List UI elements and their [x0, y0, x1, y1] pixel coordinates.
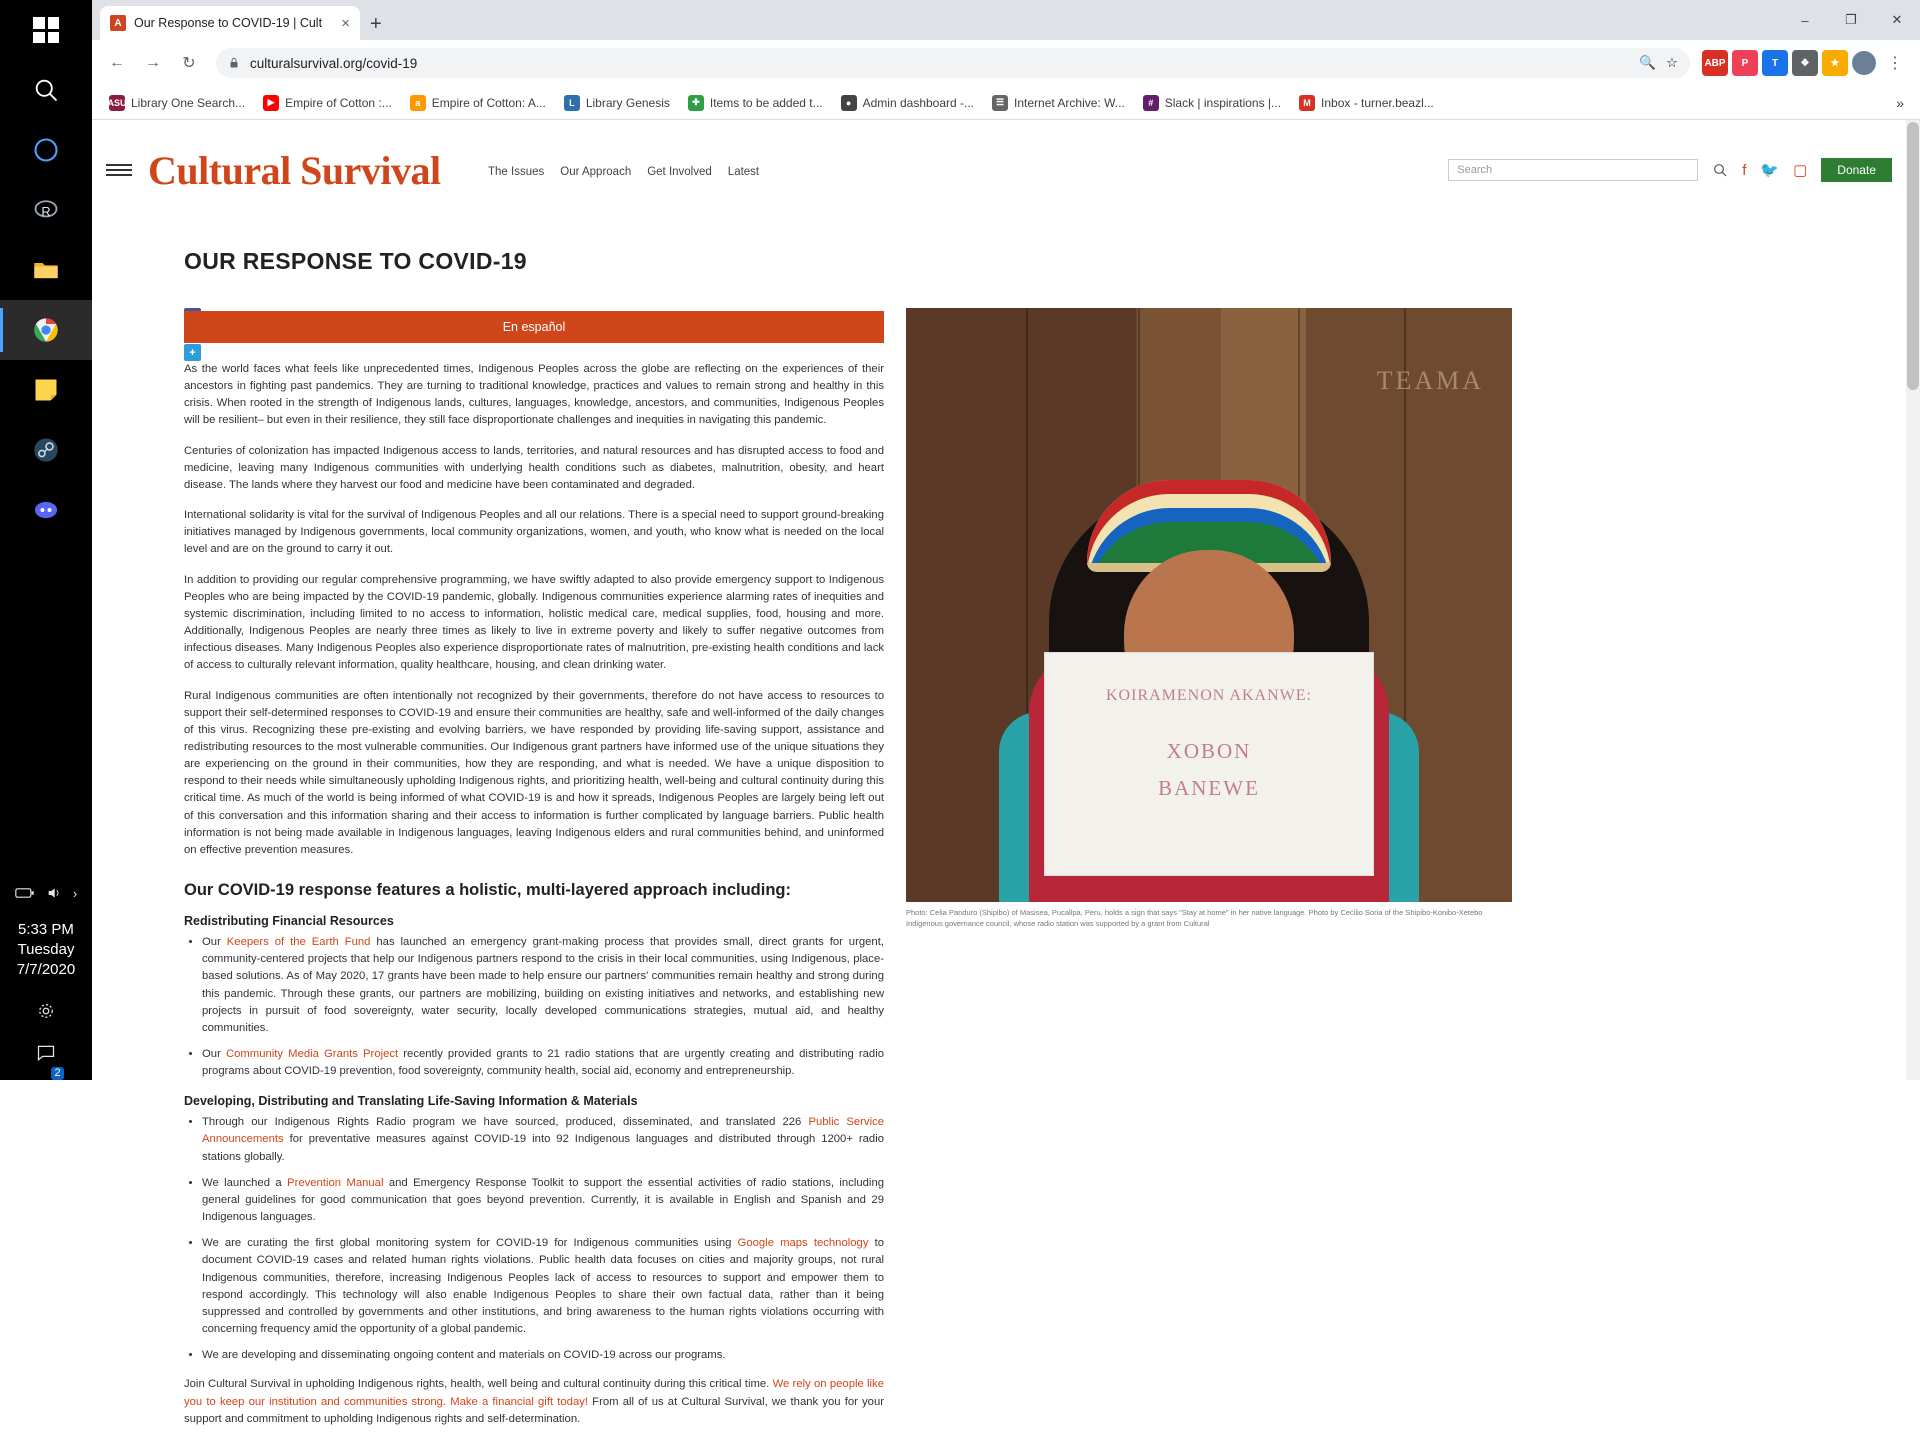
close-button[interactable]: ✕	[1891, 12, 1903, 27]
list-item	[202, 934, 884, 1037]
paragraph: Rural Indigenous communities are often intentionally not recognized by their governments, therefore do not have access to resources to support their self-determined responses to COVID-19 and ensure their communities are healthy, safe and well-informed of the daily changes of this virus. Recognizing these pre-existing and evolving barriers, we have responded by providing life-saving support, assistance and redistributing resources to the most vulnerable communities. Our Indigenous grant partners have informed use of the unique situations they are experiencing on the ground in their communities, how they are responding, and what is needed. We have a unique disposition to respond to their needs while simultaneously upholding Indigenous rights, and prioritizing health, well-being and cultural continuity during this critical time. As much of the world is being informed of what COVID-19 is and how it spreads, Indigenous Peoples are largely being left out of this conversation and this information sharing and their access to information is further complicated by language barriers. Public health information is not being made available in Indigenous languages, leaving Indigenous elders and rural communities behind, and uninformed on effective prevention measures.	[184, 689, 884, 856]
page-viewport	[92, 120, 1920, 1425]
bullet-list-financial	[184, 934, 884, 1080]
photo-sign	[1044, 652, 1374, 876]
back-button[interactable]: ←	[109, 54, 125, 71]
tab-close-icon[interactable]: ×	[341, 14, 350, 32]
subheading-information: Developing, Distributing and Translating Life-Saving Information & Materials	[184, 1094, 638, 1109]
window-controls	[1782, 0, 1920, 40]
list-item	[202, 1175, 884, 1226]
subheading-financial: Redistributing Financial Resources	[184, 914, 394, 929]
main-nav	[488, 162, 759, 178]
start-button[interactable]	[0, 0, 92, 60]
clock-date: 7/7/2020	[16, 961, 76, 978]
sign-line-3: BANEWE	[1158, 776, 1260, 800]
sign-line-1: KOIRAMENON AKANWE:	[1106, 687, 1312, 704]
donate-button[interactable]: Donate	[1821, 158, 1892, 182]
bookmark-label: Inbox - turner.beazl...	[1321, 95, 1434, 110]
address-bar[interactable]	[216, 48, 1690, 78]
minimize-button[interactable]: –	[1801, 12, 1809, 28]
photo-wall-text: TEAMA	[1376, 366, 1484, 395]
photo-column	[906, 212, 1518, 1439]
share-rail	[92, 212, 196, 1439]
taskbar-search[interactable]	[0, 60, 92, 120]
bookmark-item[interactable]	[557, 92, 677, 114]
bookmark-item[interactable]	[256, 92, 399, 114]
list-item-pre: Through our Indigenous Rights Radio program we have sourced, produced, disseminated, and translated 226	[202, 1116, 809, 1129]
volume-icon	[45, 885, 63, 901]
list-item-pre: We are curating the first global monitoring system for COVID-19 for Indigenous communities using	[202, 1237, 738, 1250]
bookmark-label: Internet Archive: W...	[1014, 95, 1125, 110]
bookmarks-bar	[92, 86, 1920, 120]
site-search-input[interactable]	[1448, 159, 1698, 181]
toolbar-extensions	[1702, 48, 1910, 78]
nav-item-the-issues[interactable]: The Issues	[488, 166, 545, 178]
link-community-media-grants-project[interactable]: Community Media Grants Project	[225, 1048, 399, 1060]
bookmark-label: Library One Search...	[131, 95, 246, 110]
new-tab-button[interactable]: +	[370, 13, 382, 35]
bookmark-favicon: ●	[841, 95, 857, 111]
facebook-icon[interactable]: f	[1742, 161, 1747, 179]
paragraph: As the world faces what feels like unprecedented times, Indigenous Peoples across the globe are reflecting on the experiences of their ancestors in fighting past pandemics. They are turning to traditional knowledge, practices and values to remain strong and healthy in this crisis. When rooted in the strength of Indigenous lands, cultures, languages, knowledge, ancestors, and communities, Indigenous Peoples will be resilient– but even in their resilience, they still face disproportionate challenges and inequities in navigating this pandemic.	[184, 363, 884, 427]
list-item-pre: Our	[202, 936, 227, 949]
list-item-post: has launched an emergency grant-making process that provides small, direct grants for urgent, community-centered projects that help our Indigenous partners respond to the crisis in their local communities, using Indigenous, place-based solutions. As of May 2020, 17 grants have been made to help ensure our partners' communities remain healthy and strong during this pandemic. Through these grants, our partners are mobilizing, building on existing initiatives and networks, and establishing new projects in pursuit of food sovereignty, water security, locally developed communications strategies, mutual aid, and healthy communities.	[202, 936, 884, 1034]
bookmark-item[interactable]	[102, 92, 252, 114]
page-scrollbar[interactable]	[1906, 120, 1920, 1080]
chevron-right-icon[interactable]: ›	[72, 885, 78, 901]
list-item-post: to document COVID-19 cases and related human rights violations. Public health data focuses on cities and majority groups, not rural Indigenous communities, therefore, increasing Indigenous Peoples lack of access to resources to support and empower them to respond accordingly. This technology will also enable Indigenous Peoples to share their own factual data, rather than it being suppressed and controlled by governments and other institutions, and bring awareness to the human rights violations occurring with concerning frequency amid the opportunity of a global pandemic.	[202, 1237, 885, 1336]
article-column	[184, 212, 884, 1439]
adblock-extension-icon[interactable]: ABP	[1702, 50, 1728, 76]
menu-icon[interactable]	[106, 164, 132, 176]
zoom-icon[interactable]: 🔍	[1639, 55, 1656, 70]
link-prevention-manual[interactable]: Prevention Manual	[287, 1176, 384, 1189]
windows-logo-icon	[33, 17, 59, 43]
pocket-extension-icon[interactable]: P	[1732, 50, 1758, 76]
bookmark-item[interactable]	[1292, 92, 1441, 114]
maximize-button[interactable]: ❐	[1845, 12, 1857, 27]
site-header	[92, 120, 1920, 212]
gear-icon	[36, 1001, 56, 1021]
browser-tab[interactable]	[100, 6, 360, 40]
tab-strip	[92, 0, 1920, 40]
clock-time: 5:33 PM	[18, 921, 74, 938]
extensions-puzzle-icon[interactable]: ❖	[1792, 50, 1818, 76]
svg-text:R: R	[41, 203, 51, 219]
sign-line-2: XOBON	[1166, 739, 1252, 763]
search-icon	[32, 76, 60, 104]
reload-button[interactable]: ↻	[182, 55, 196, 72]
taskbar-app-r[interactable]	[0, 180, 92, 240]
profile-avatar[interactable]	[1852, 51, 1876, 75]
taskbar-file-explorer[interactable]	[0, 240, 92, 300]
browser-window	[92, 0, 1920, 1425]
bookmark-item[interactable]	[1136, 92, 1288, 114]
tab-favicon: A	[110, 15, 126, 31]
link-google-maps-technology[interactable]: Google maps technology	[737, 1237, 869, 1250]
bookmark-favicon: M	[1299, 95, 1315, 111]
list-item	[202, 1235, 884, 1338]
bookmark-favicon: #	[1143, 95, 1159, 111]
closing-post: From all of us at Cultural Survival, we thank you for your support and commitment to upholding Indigenous rights and self-determination.	[184, 1395, 885, 1425]
link-make-a-financial-gift[interactable]: We rely on people like you to keep our institution and communities strong. Make a financial gift today!	[184, 1378, 884, 1408]
nav-item-our-approach[interactable]: Our Approach	[560, 166, 632, 178]
site-search-placeholder: Search	[1457, 164, 1493, 176]
folder-icon	[32, 256, 60, 284]
link-public-service-announcements[interactable]: Public Service Announcements	[202, 1116, 885, 1146]
list-item-pre: We launched a	[202, 1176, 288, 1189]
taskbar-chrome[interactable]	[0, 300, 92, 360]
taskbar-steam[interactable]	[0, 420, 92, 480]
notification-count: 2	[51, 1067, 64, 1080]
taskbar-clock[interactable]	[17, 914, 75, 990]
bookmark-label: Items to be added t...	[709, 95, 823, 110]
photo-caption: Photo: Celia Panduro (Shipibo) of Masisea, Pucallpa, Peru, holds a sign that says "Stay at home" in her native language. Photo by Cecilio Soria of the Shipibo-Konibo-Xetebo Indigenous governance council, whose radio station was supported by a grant from Cultural	[906, 908, 1483, 928]
bookmark-item[interactable]	[834, 92, 981, 114]
site-logo-text: Cultural Survival	[148, 147, 441, 193]
link-keepers-of-the-earth-fund[interactable]: Keepers of the Earth Fund	[226, 936, 371, 949]
page-title: OUR RESPONSE TO COVID-19	[184, 248, 527, 274]
system-tray	[0, 872, 92, 1080]
settings-gear[interactable]	[36, 990, 56, 1032]
list-item-post: recently provided grants to 21 radio stations that are urgently creating and distributing radio programs about COVID-19 prevention, food sovereignty, community health, social aid, economy and entrepreneurship.	[202, 1048, 884, 1078]
taskbar-discord[interactable]	[0, 480, 92, 540]
bookmark-item[interactable]	[985, 92, 1132, 114]
taskbar	[0, 0, 92, 1080]
page-content	[92, 212, 1920, 1439]
star-extension-icon[interactable]: ★	[1822, 50, 1848, 76]
paragraph: International solidarity is vital for the survival of Indigenous Peoples and all our relations. There is a special need to support ground-breaking initiatives managed by Indigenous governments, local community organizations, women, and youth, who know what is needed on the local level and are on the ground to carry it out.	[184, 509, 884, 556]
bookmarks-overflow-button[interactable]: »	[1896, 94, 1904, 111]
bookmark-item[interactable]	[403, 92, 553, 114]
closing-paragraph	[184, 1376, 884, 1427]
paragraph: In addition to providing our regular comprehensive programming, we have swiftly adapted to also provide emergency support to Indigenous Peoples who are being impacted by the COVID-19 pandemic, globally. Indigenous communities experience alarming rates of inequities and systemic discrimination, including limited to no access to information, holistic medical care, medical supplies, food, housing and more. Additionally, Indigenous Peoples are nearly three times as likely to live in extreme poverty and likely to suffer negative outcomes from infectious diseases. Many Indigenous Peoples also experience disproportionate rates of malnutrition, pre-existing health conditions and lack of access to culturally relevant information, quality healthcare, housing, and clean drinking water.	[184, 573, 884, 672]
list-item	[202, 1046, 884, 1080]
chrome-menu-button[interactable]: ⋮	[1887, 55, 1903, 72]
list-item	[202, 1347, 884, 1364]
closing-pre: Join Cultural Survival in upholding Indigenous rights, health, well being and cultural continuity during this critical time.	[184, 1378, 773, 1391]
taskbar-app-compass[interactable]	[0, 120, 92, 180]
bookmark-label: Admin dashboard -...	[862, 95, 975, 110]
bookmark-favicon: ☰	[992, 95, 1008, 111]
bookmark-favicon: ▶	[263, 95, 279, 111]
note-icon	[32, 376, 60, 404]
bookmark-star-icon[interactable]: ☆	[1665, 55, 1678, 70]
chrome-icon	[32, 316, 60, 344]
header-right	[1448, 158, 1902, 182]
chat-icon	[36, 1043, 56, 1063]
steam-icon	[32, 436, 60, 464]
bookmark-favicon: a	[410, 95, 426, 111]
list-item	[202, 1114, 884, 1165]
bookmark-label: Empire of Cotton: A...	[431, 95, 546, 110]
search-icon[interactable]	[1712, 162, 1728, 178]
nav-item-get-involved[interactable]: Get Involved	[647, 166, 712, 178]
twitter-icon[interactable]: 🐦	[1760, 162, 1780, 179]
r-app-icon	[32, 196, 60, 224]
bookmark-label: Library Genesis	[585, 95, 670, 110]
lock-icon	[228, 56, 240, 70]
scrollbar-thumb[interactable]	[1907, 122, 1919, 390]
translate-extension-icon[interactable]: T	[1762, 50, 1788, 76]
discord-icon	[32, 496, 60, 524]
list-item-pre: We are developing and disseminating ongoing content and materials on COVID-19 across our programs.	[202, 1349, 726, 1362]
bookmark-label: Empire of Cotton :...	[285, 95, 392, 110]
section-heading: Our COVID-19 response features a holistic, multi-layered approach including:	[184, 881, 791, 900]
taskbar-sticky-notes[interactable]	[0, 360, 92, 420]
instagram-icon[interactable]: ▢	[1793, 162, 1808, 179]
en-espanol-button[interactable]: En español	[184, 311, 884, 343]
tab-title: Our Response to COVID-19 | Cult	[134, 16, 323, 30]
nav-item-latest[interactable]: Latest	[727, 166, 760, 178]
paragraph: Centuries of colonization has impacted Indigenous access to lands, territories, and natural resources and has disrupted access to food and medicine, leaving many Indigenous communities with underlying health conditions such as diabetes, malnutrition, obesity, and heart disease. The lands where they harvest our food and medicine have been contaminated and degraded.	[184, 444, 884, 491]
bookmark-item[interactable]	[681, 92, 830, 114]
compass-icon	[32, 136, 60, 164]
tray-icons[interactable]	[15, 872, 77, 914]
more-share-icon[interactable]: +	[184, 344, 201, 361]
url-text: culturalsurvival.org/covid-19	[250, 55, 418, 71]
notifications-button[interactable]	[36, 1032, 61, 1079]
bookmark-favicon: ✚	[688, 95, 704, 111]
bookmark-favicon: ASU	[109, 95, 125, 111]
browser-toolbar	[92, 40, 1920, 86]
article-photo	[906, 308, 1512, 902]
clock-day: Tuesday	[17, 941, 75, 958]
list-item-post: for preventative measures against COVID-19 into 92 Indigenous languages and distributed through 1200+ radio stations globally.	[202, 1133, 884, 1163]
bullet-list-information	[184, 1114, 884, 1364]
forward-button[interactable]: →	[145, 54, 161, 71]
site-logo[interactable]	[140, 147, 470, 194]
battery-icon	[15, 886, 35, 900]
list-item-post: and Emergency Response Toolkit to support the essential activities of radio stations, including general guidelines for good communication that goes beyond prevention. Currently, it is available in English and Spanish and 29 Indigenous languages.	[202, 1176, 885, 1224]
bookmark-favicon: L	[564, 95, 580, 111]
bookmark-label: Slack | inspirations |...	[1164, 95, 1282, 110]
list-item-pre: Our	[202, 1048, 226, 1060]
